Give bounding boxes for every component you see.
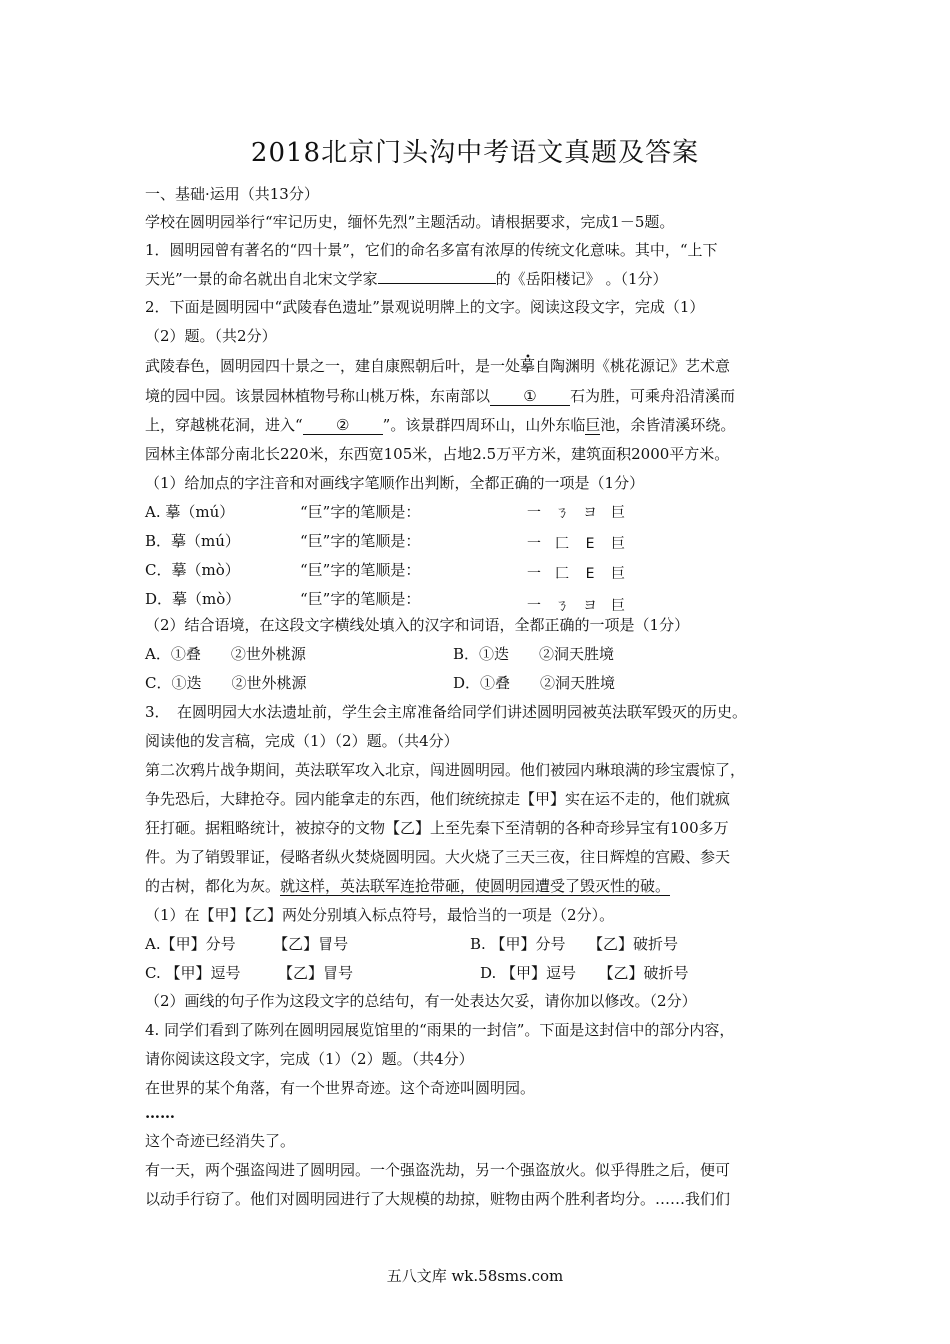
passage-line [145,386,735,406]
option-a-label[interactable]: A. 摹（mú） [145,503,235,521]
passage-line [145,876,670,896]
stroke: E [585,536,595,552]
q3-sub2: （2）画线的句子作为这段文字的总结句，有一处表达欠妥，请你加以修改。（2分） [145,992,697,1010]
q1-text-end: 的《岳阳楼记》 。（1分） [495,270,668,288]
stroke: 巨 [611,505,625,521]
stroke: 一 [527,598,541,614]
choice-c[interactable]: C．①迭 ②世外桃源 [145,674,307,692]
choice-a[interactable]: A．①叠 ②世外桃源 [145,645,306,663]
stroke: ㄋ [555,598,569,614]
letter-line: 这个奇迹已经消失了。 [145,1132,296,1150]
underlined-char: 巨 [585,416,601,434]
q1-answer-blank[interactable] [378,283,496,284]
passage-text: 池，余皆清溪环绕。 [600,416,736,434]
passage-text: 石为胜，可乘舟沿清溪而 [570,387,736,405]
passage-line: 园林主体部分南北长220米，东西宽105米，占地2.5万平方米，建筑面积2000平方米。 [145,445,730,463]
passage-line [145,415,735,435]
option-d-label[interactable]: D．摹（mò） [145,590,241,608]
passage-line: 第二次鸦片战争期间，英法联军攻入北京，闯进圆明园。他们被园内琳琅满的珍宝震惊了， [145,761,746,779]
q1-line1: 1．圆明园曾有著名的“四十景”，它们的命名多富有浓厚的传统文化意味。其中，“上下 [145,241,718,259]
blank-2[interactable]: ② [303,416,383,435]
choice-b[interactable]: B．①迭 ②洞天胜境 [453,645,615,663]
passage-text: 境的园中园。该景园林植物号称山桃万株，东南部以 [145,387,491,405]
ellipsis: …… [145,1104,175,1122]
dotted-char: 摹 [520,357,536,375]
stroke-seq-c [520,563,632,583]
q2-sub2: （2）结合语境，在这段文字横线处填入的汉字和词语，全都正确的一项是（1分） [145,616,690,634]
letter-line: 在世界的某个角落，有一个世界奇迹。这个奇迹叫圆明园。 [145,1079,536,1097]
stroke: E [585,566,595,582]
passage-text: 自陶渊明《桃花源记》艺术意 [535,357,731,375]
passage-line: 争先恐后，大肆抢夺。园内能拿走的东西，他们统统掠走【甲】实在运不走的，他们就疯 [145,790,731,808]
choice-d[interactable]: D．①叠 ②洞天胜境 [453,674,616,692]
section-heading: 一、基础·运用（共13分） [145,185,319,203]
q2-line1: 2．下面是圆明园中“武陵春色遗址”景观说明牌上的文字。阅读这段文字，完成（1） [145,298,705,316]
stroke: 匚 [555,536,569,552]
stroke: ヨ [583,505,597,521]
option-c[interactable]: C. 【甲】逗号 【乙】冒号 [145,964,353,982]
letter-line: 以动手行窃了。他们对圆明园进行了大规模的劫掠，赃物由两个胜利者均分。……我们们 [145,1190,731,1208]
stroke: ㄋ [555,505,569,521]
q3-line1: 3． 在圆明园大水法遗址前，学生会主席准备给同学们讲述圆明园被英法联军毁灭的历史。 [145,703,748,721]
q4-line2: 请你阅读这段文字，完成（1）（2）题。（共4分） [145,1050,474,1068]
stroke: 巨 [611,598,625,614]
stroke-seq-b [520,533,632,553]
blank-1[interactable]: ① [490,387,570,406]
option-d-stroke: “巨”字的笔顺是： [300,590,421,608]
passage-text: 上，穿越桃花洞，进入“ [145,416,303,434]
option-c-label[interactable]: C．摹（mò） [145,561,240,579]
letter-line: 有一天，两个强盗闯进了圆明园。一个强盗洗劫，另一个强盗放火。似乎得胜之后，便可 [145,1161,731,1179]
passage-line [145,356,730,376]
q2-sub1: （1）给加点的字注音和对画线字笔顺作出判断，全都正确的一项是（1分） [145,474,645,492]
intro-text: 学校在圆明园举行“牢记历史，缅怀先烈”主题活动。请根据要求，完成1－5题。 [145,213,675,231]
passage-text: 武陵春色，圆明园四十景之一，建自康熙朝后叶，是一处 [145,357,521,375]
stroke: 巨 [611,566,625,582]
stroke: 匚 [555,566,569,582]
option-b-stroke: “巨”字的笔顺是： [300,532,421,550]
passage-line: 狂打砸。据粗略统计，被掠夺的文物【乙】上至先秦下至清朝的各种奇珍异宝有100多万 [145,819,729,837]
option-d[interactable]: D. 【甲】逗号 【乙】破折号 [480,964,689,982]
q1-text: 天光”一景的命名就出自北宋文学家 [145,270,378,288]
option-b-label[interactable]: B．摹（mú） [145,532,240,550]
stroke: 一 [527,505,541,521]
passage-text: ”。该景群四周环山，山外东临 [382,416,586,434]
option-a-stroke: “巨”字的笔顺是： [300,503,421,521]
q1-line2 [145,269,668,289]
stroke: 一 [527,566,541,582]
stroke: 一 [527,536,541,552]
q2-line2: （2）题。（共2分） [145,327,277,345]
q4-line1: 4. 同学们看到了陈列在圆明园展览馆里的“雨果的一封信”。下面是这封信中的部分内容， [145,1021,735,1039]
underlined-sentence: 就这样，英法联军连抢带砸，使圆明园遭受了毁灭性的破。 [280,877,671,895]
option-b[interactable]: B. 【甲】分号 【乙】破折号 [470,935,679,953]
q3-line2: 阅读他的发言稿，完成（1）（2）题。（共4分） [145,732,459,750]
footer-watermark: 五八文库 wk.58sms.com [386,1267,564,1285]
passage-text: 的古树，都化为灰。 [145,877,281,895]
stroke-seq-a [520,502,632,522]
option-c-stroke: “巨”字的笔顺是： [300,561,421,579]
option-a[interactable]: A.【甲】分号 【乙】冒号 [145,935,349,953]
stroke-seq-d [520,595,632,615]
page-title: 2018北京门头沟中考语文真题及答案 [250,138,700,168]
stroke: 巨 [611,536,625,552]
stroke: ヨ [583,598,597,614]
passage-line: 件。为了销毁罪证，侵略者纵火焚烧圆明园。大火烧了三天三夜，往日辉煌的宫殿、参天 [145,848,731,866]
q3-sub1: （1）在【甲】【乙】两处分别填入标点符号，最恰当的一项是（2分）。 [145,906,615,924]
